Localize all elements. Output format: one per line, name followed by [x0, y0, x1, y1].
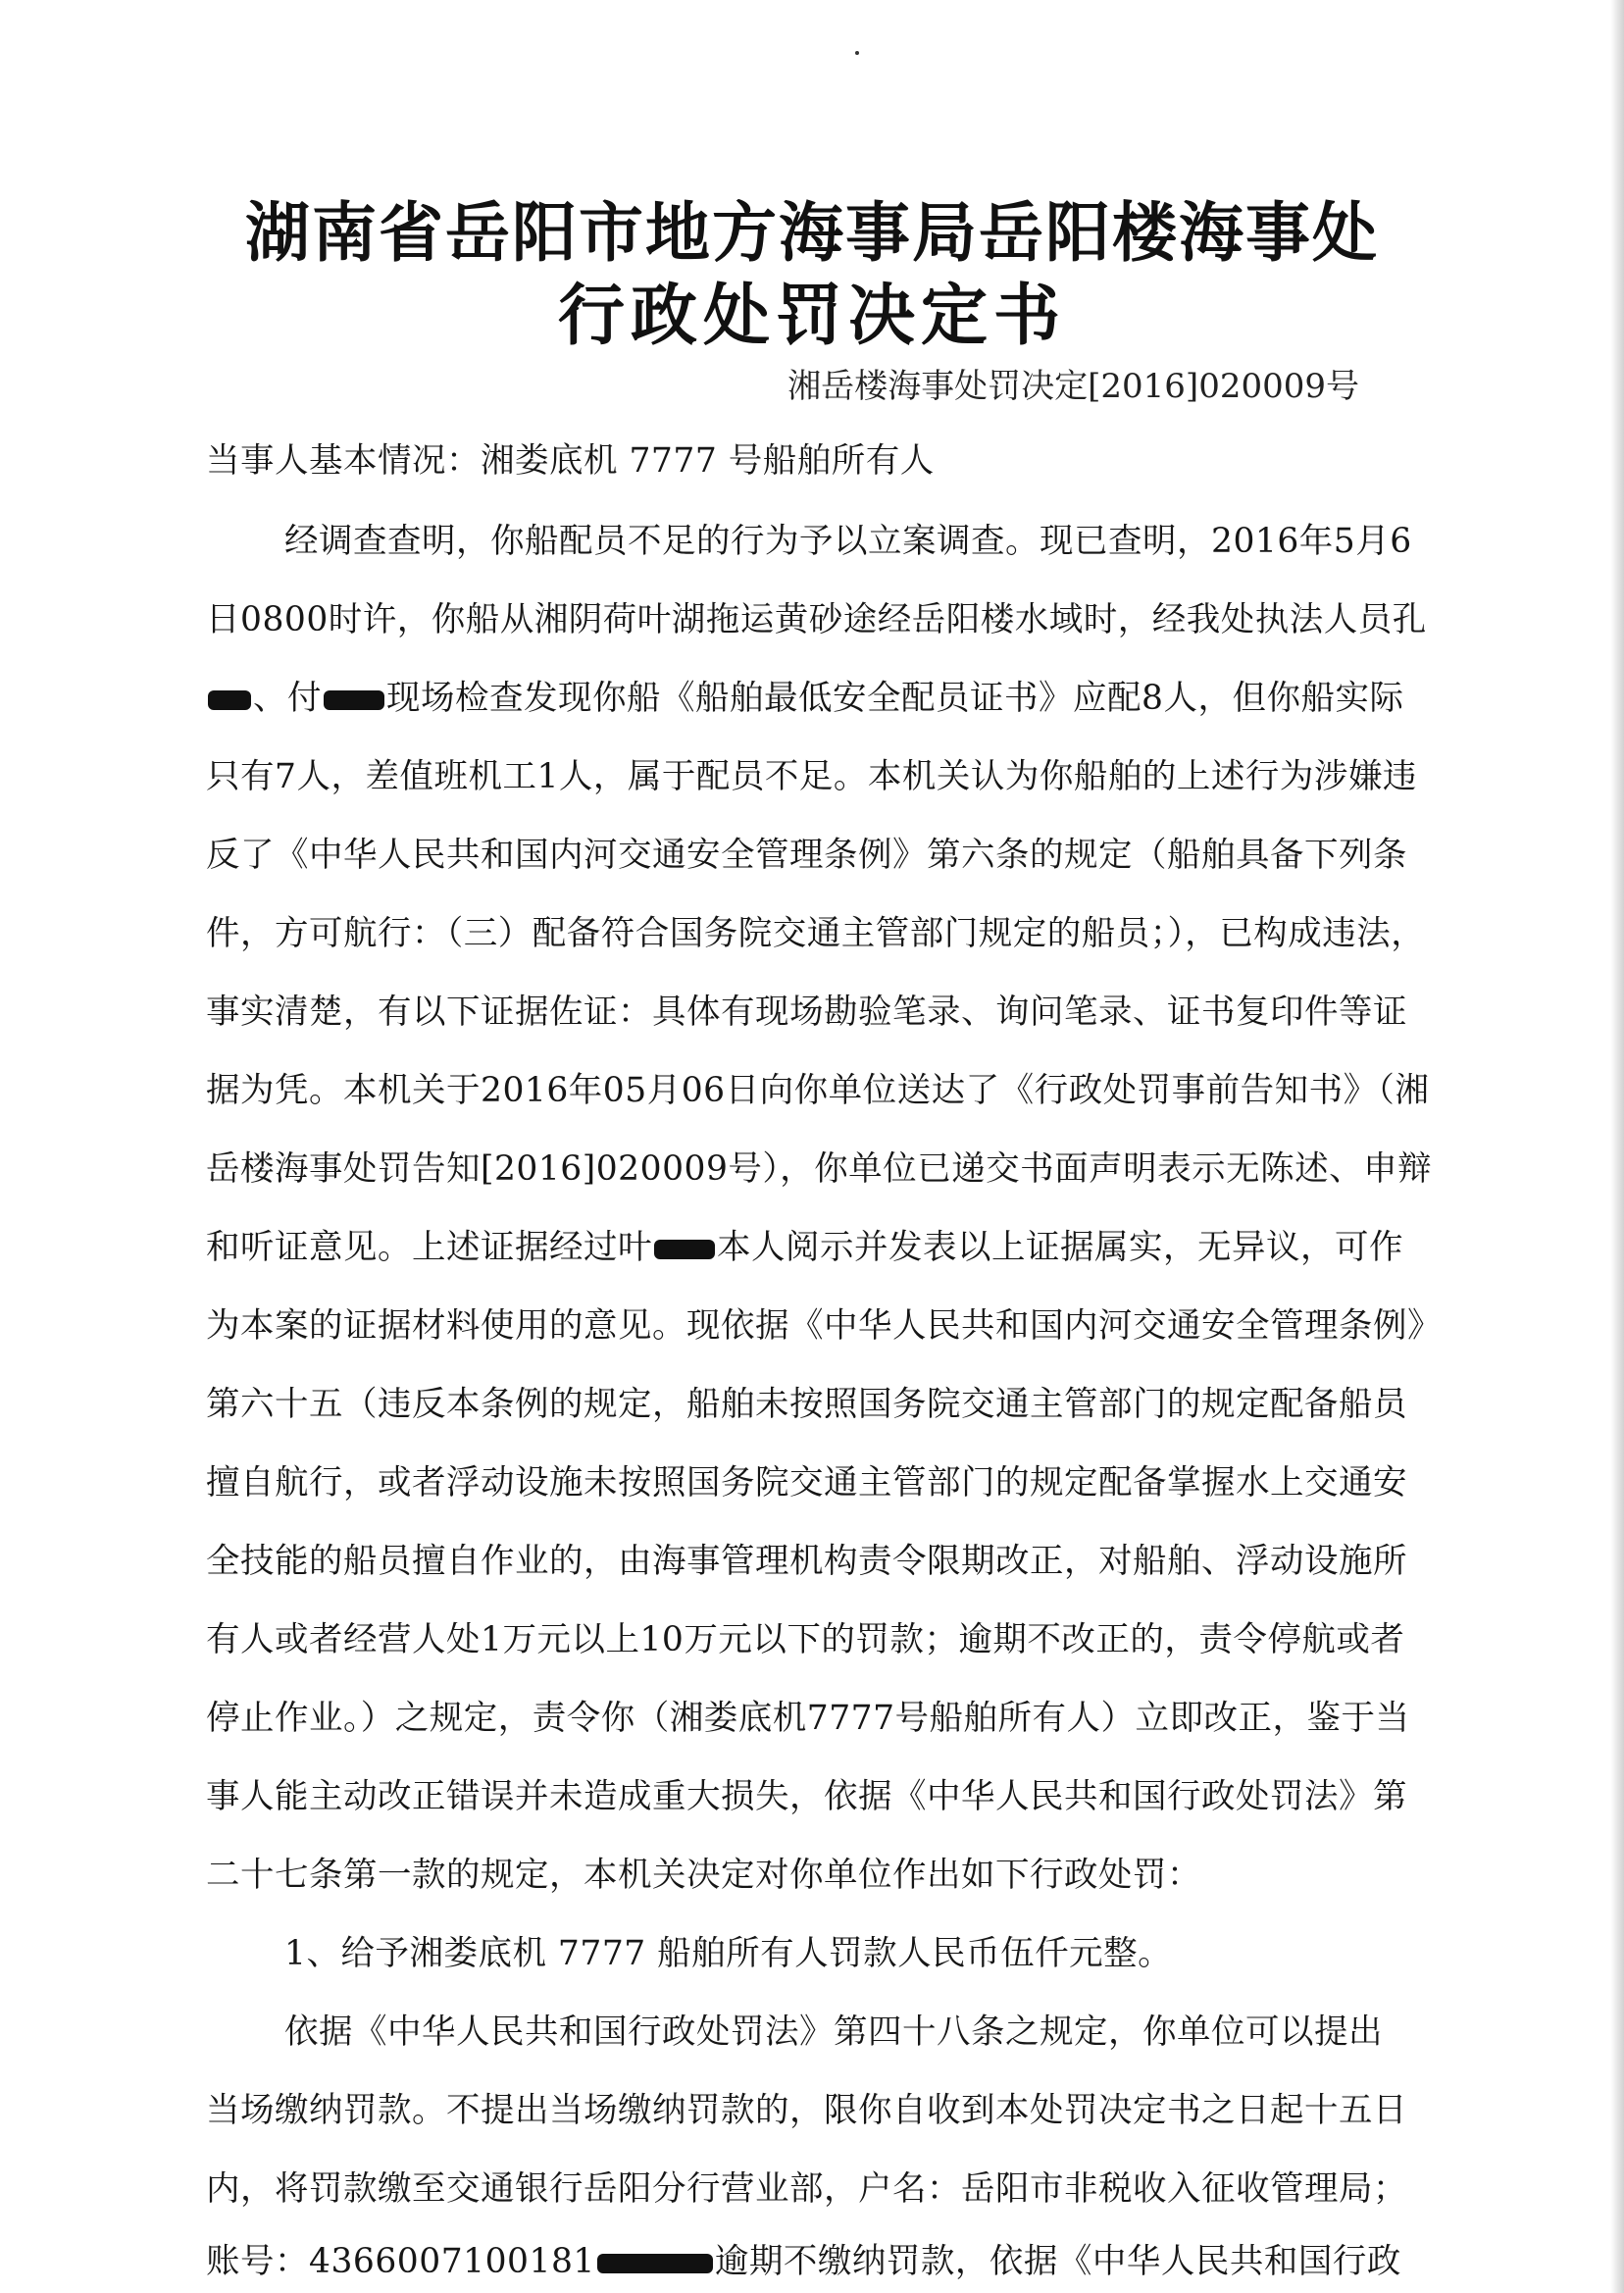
body-line: 日0800时许，你船从湘阴荷叶湖拖运黄砂途经岳阳楼水域时，经我处执法人员孔 — [206, 600, 1427, 639]
penalty-item: 1、给予湘娄底机 7777 船舶所有人罚款人民币伍仟元整。 — [284, 1934, 1173, 1973]
body-line: 第六十五（违反本条例的规定，船舶未按照国务院交通主管部门的规定配备船员 — [206, 1385, 1407, 1424]
body-line: 停止作业。）之规定，责令你（湘娄底机7777号船舶所有人）立即改正，鉴于当 — [206, 1699, 1410, 1738]
body-line: 擅自航行，或者浮动设施未按照国务院交通主管部门的规定配备掌握水上交通安 — [206, 1463, 1407, 1503]
body-line: 事实清楚，有以下证据佐证：具体有现场勘验笔录、询问笔录、证书复印件等证 — [206, 993, 1407, 1032]
redaction-mark — [208, 690, 251, 710]
body-line: 岳楼海事处罚告知[2016]020009号），你单位已递交书面声明表示无陈述、申辩 — [206, 1149, 1433, 1189]
body-text: 和听证意见。上述证据经过叶 — [206, 1228, 652, 1267]
body-line — [206, 679, 1404, 718]
account-number: 账号：4366007100181 — [206, 2242, 595, 2281]
redaction-mark — [324, 690, 384, 710]
party-info: 当事人基本情况：湘娄底机 7777 号船舶所有人 — [206, 441, 935, 481]
redaction-mark — [597, 2254, 713, 2273]
body-line: 事人能主动改正错误并未造成重大损失，依据《中华人民共和国行政处罚法》第 — [206, 1777, 1407, 1816]
document-title-line2: 行政处罚决定书 — [557, 277, 1066, 355]
document-number: 湘岳楼海事处罚决定[2016]020009号 — [787, 367, 1359, 406]
body-line: 当场缴纳罚款。不提出当场缴纳罚款的，限你自收到本处罚决定书之日起十五日 — [206, 2091, 1407, 2130]
document-title-line1: 湖南省岳阳市地方海事局岳阳楼海事处 — [245, 194, 1379, 271]
body-line: 全技能的船员擅自作业的，由海事管理机构责令限期改正，对船舶、浮动设施所 — [206, 1542, 1407, 1581]
body-line — [206, 2242, 1401, 2281]
redaction-mark — [654, 1240, 715, 1259]
body-line: 件，方可航行：（三）配备符合国务院交通主管部门规定的船员；），已构成违法， — [206, 914, 1426, 953]
body-line: 有人或者经营人处1万元以上10万元以下的罚款；逾期不改正的，责令停航或者 — [206, 1620, 1405, 1659]
body-line: 只有7人，差值班机工1人，属于配员不足。本机关认为你船舶的上述行为涉嫌违 — [206, 757, 1417, 796]
body-line: 内，将罚款缴至交通银行岳阳分行营业部，户名：岳阳市非税收入征收管理局； — [206, 2169, 1407, 2209]
body-text: 、付 — [253, 679, 322, 718]
body-line: 经调查查明，你船配员不足的行为予以立案调查。现已查明，2016年5月6 — [284, 522, 1412, 561]
body-line: 反了《中华人民共和国内河交通安全管理条例》第六条的规定（船舶具备下列条 — [206, 836, 1407, 875]
body-line: 为本案的证据材料使用的意见。现依据《中华人民共和国内河交通安全管理条例》 — [206, 1306, 1442, 1346]
body-line: 据为凭。本机关于2016年05月06日向你单位送达了《行政处罚事前告知书》（湘 — [206, 1071, 1430, 1110]
scan-speck — [855, 51, 859, 55]
body-line: 依据《中华人民共和国行政处罚法》第四十八条之规定，你单位可以提出 — [284, 2013, 1383, 2052]
body-text: 本人阅示并发表以上证据属实，无异议，可作 — [717, 1228, 1403, 1267]
body-line: 二十七条第一款的规定，本机关决定对你单位作出如下行政处罚： — [206, 1856, 1201, 1895]
body-text: 逾期不缴纳罚款，依据《中华人民共和国行政 — [714, 2242, 1401, 2281]
body-line — [206, 1228, 1403, 1267]
body-text: 现场检查发现你船《船舶最低安全配员证书》应配8人，但你船实际 — [386, 679, 1404, 718]
